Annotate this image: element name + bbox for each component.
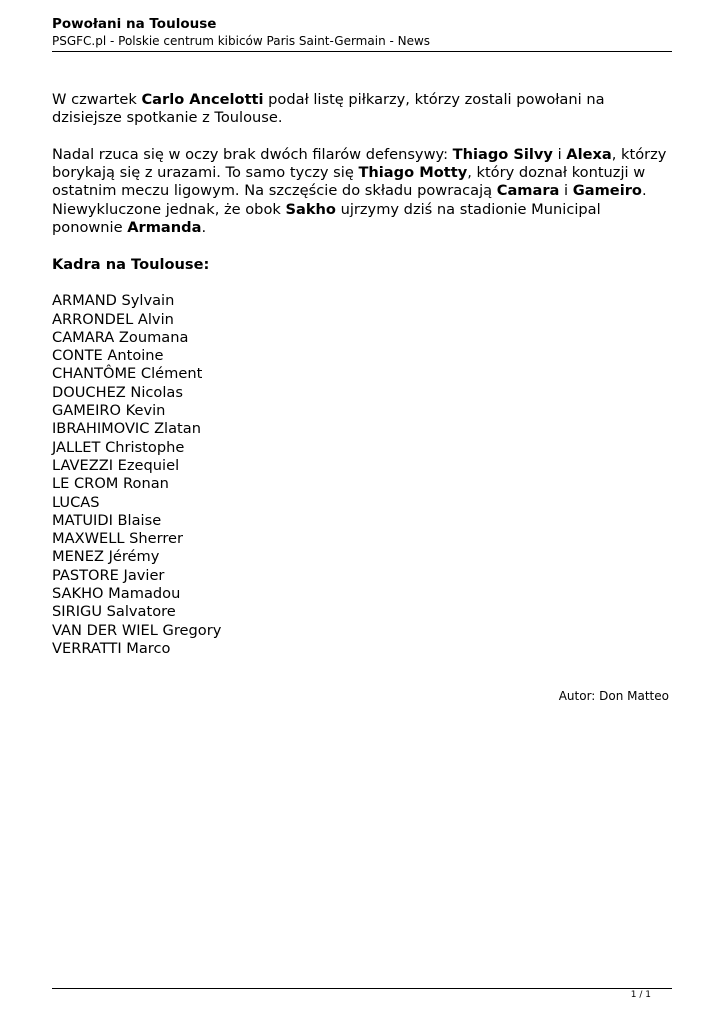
- page-number: 1 / 1: [630, 990, 651, 1000]
- list-item: CAMARA Zoumana: [52, 328, 189, 346]
- site-subtitle: PSGFC.pl - Polskie centrum kibiców Paris Saint-Germain - News: [52, 34, 431, 48]
- text-run: . Niewykluczone jednak, że obok: [52, 182, 647, 218]
- text-run: Nadal rzuca się w oczy brak dwóch filarów defensywy:: [52, 145, 453, 163]
- document-title: Powołani na Toulouse: [52, 16, 217, 32]
- article-body: [52, 91, 672, 658]
- squad-list: [52, 292, 672, 658]
- text-run: , który doznał kontuzji w ostatnim meczu ligowym. Na szczęście do składu powracają: [52, 164, 646, 200]
- bold-name: Thiago Silvy: [452, 145, 553, 163]
- list-item: GAMEIRO Kevin: [52, 402, 166, 420]
- footer-divider: [52, 988, 672, 989]
- text-run: .: [201, 219, 207, 237]
- bold-name: Alexa: [566, 145, 612, 163]
- text-run: i: [552, 145, 567, 163]
- list-item: CONTE Antoine: [52, 347, 164, 365]
- bold-name: Armanda: [127, 219, 202, 237]
- text-run: podał listę piłkarzy, którzy zostali powołani na dzisiejsze spotkanie z Toulouse.: [52, 91, 605, 127]
- text-run: i: [559, 182, 573, 200]
- list-item: IBRAHIMOVIC Zlatan: [52, 420, 201, 438]
- list-item: SIRIGU Salvatore: [52, 603, 176, 621]
- text-run: ujrzymy dziś na stadionie Municipal ponownie: [52, 200, 601, 237]
- text-run: W czwartek: [52, 91, 142, 108]
- list-item: ARRONDEL Alvin: [52, 310, 174, 328]
- list-item: LE CROM Ronan: [52, 475, 169, 493]
- list-item: ARMAND Sylvain: [52, 292, 175, 310]
- list-item: MAXWELL Sherrer: [52, 530, 184, 548]
- list-item: JALLET Christophe: [52, 438, 185, 456]
- injury-paragraph: [52, 146, 672, 237]
- list-item: PASTORE Javier: [52, 566, 165, 584]
- list-item: LAVEZZI Ezequiel: [52, 456, 180, 474]
- list-item: MATUIDI Blaise: [52, 511, 162, 529]
- list-item: DOUCHEZ Nicolas: [52, 383, 183, 401]
- list-item: VAN DER WIEL Gregory: [52, 621, 222, 639]
- list-item: SAKHO Mamadou: [52, 585, 181, 603]
- squad-heading: Kadra na Toulouse:: [52, 255, 210, 273]
- header-divider: [52, 51, 672, 52]
- list-item: VERRATTI Marco: [52, 639, 171, 657]
- author-credit: Autor: Don Matteo: [558, 689, 669, 703]
- text-run: , którzy borykają się z urazami. To samo tyczy się: [52, 145, 667, 182]
- bold-name: Sakho: [285, 200, 336, 218]
- list-item: MENEZ Jérémy: [52, 548, 160, 566]
- bold-name: Camara: [496, 182, 560, 200]
- bold-name: Gameiro: [572, 182, 642, 200]
- list-item: CHANTÔME Clément: [52, 365, 203, 383]
- intro-paragraph: [52, 91, 672, 128]
- list-item: LUCAS: [52, 493, 100, 511]
- bold-name: Carlo Ancelotti: [141, 91, 264, 108]
- page-header: [52, 15, 672, 49]
- bold-name: Thiago Motty: [358, 164, 468, 182]
